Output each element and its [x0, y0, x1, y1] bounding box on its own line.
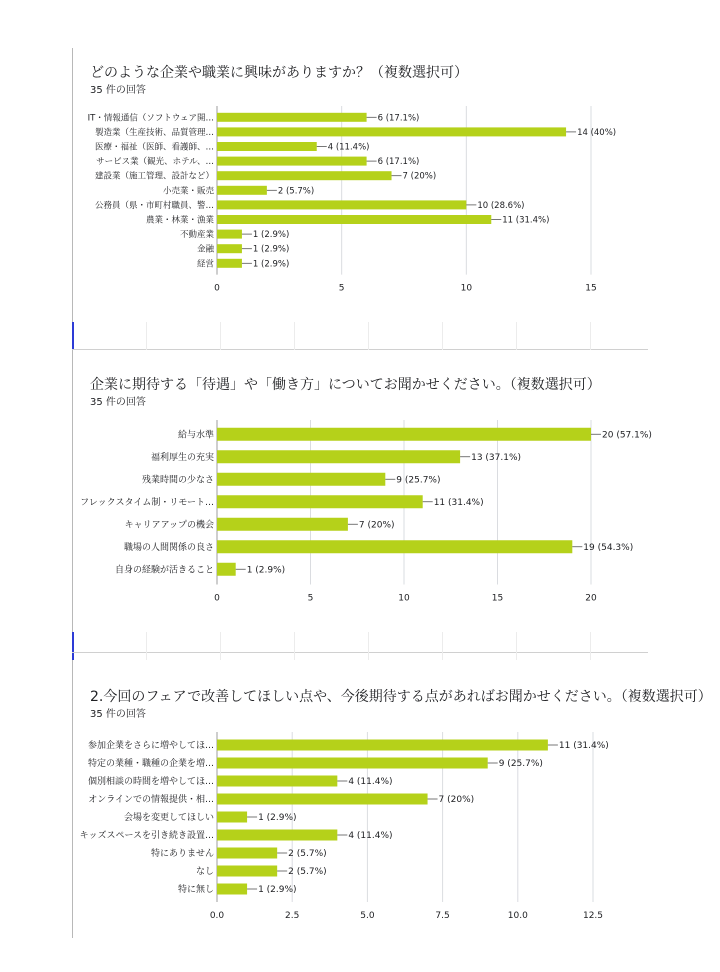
separator-marker	[72, 322, 74, 350]
data-label: 6 (17.1%)	[377, 113, 420, 124]
category-label: 特定の業種・職種の企業を増…	[87, 759, 214, 769]
data-label: 2 (5.7%)	[277, 186, 315, 197]
bar[interactable]	[217, 866, 277, 877]
bar[interactable]	[217, 884, 247, 895]
bar[interactable]	[217, 230, 242, 239]
bar-chart-improvements	[72, 732, 652, 972]
category-label: キャリアアップの機会	[124, 520, 214, 531]
data-label: 11 (31.4%)	[502, 215, 550, 226]
x-tick-label: 15	[585, 283, 597, 294]
bar[interactable]	[217, 758, 488, 769]
bar[interactable]	[217, 518, 348, 531]
bar[interactable]	[217, 812, 247, 823]
bar[interactable]	[217, 848, 277, 859]
data-label: 9 (25.7%)	[498, 759, 543, 769]
bar[interactable]	[217, 186, 267, 195]
question-title: 企業に期待する「待遇」や「働き方」についてお聞かせください。（複数選択可）	[90, 377, 601, 393]
category-label: 参加企業をさらに増やしてほ…	[87, 741, 214, 751]
data-label: 4 (11.4%)	[348, 831, 393, 841]
bar[interactable]	[217, 244, 242, 253]
bar[interactable]	[217, 540, 572, 553]
data-label: 1 (2.9%)	[258, 813, 297, 823]
data-label: 11 (31.4%)	[558, 741, 609, 751]
data-label: 2 (5.7%)	[288, 849, 327, 859]
bar[interactable]	[217, 142, 317, 151]
bar[interactable]	[217, 200, 466, 209]
bar[interactable]	[217, 157, 367, 166]
data-label: 7 (20%)	[358, 520, 395, 531]
bar[interactable]	[217, 171, 392, 180]
data-label: 6 (17.1%)	[377, 157, 420, 168]
data-label: 10 (28.6%)	[477, 200, 525, 211]
category-label: 農業・林業・漁業	[145, 215, 214, 226]
data-label: 13 (37.1%)	[471, 452, 522, 463]
data-label: 4 (11.4%)	[327, 142, 370, 153]
x-tick-label: 15	[491, 593, 504, 604]
data-label: 14 (40%)	[577, 127, 617, 138]
bar[interactable]	[217, 127, 566, 136]
category-label: 職場の人間関係の良さ	[123, 542, 214, 553]
category-label: 不動産業	[179, 230, 214, 241]
category-label: 特に無し	[177, 885, 214, 895]
category-label: 自身の経験が活きること	[114, 565, 214, 576]
x-tick-label: 0	[214, 593, 220, 604]
category-label: 特にありません	[150, 849, 214, 859]
x-tick-label: 5	[307, 593, 314, 604]
category-label: キッズスペースを引き続き設置…	[79, 831, 214, 841]
data-label: 1 (2.9%)	[246, 565, 286, 576]
x-tick-label: 0	[214, 283, 220, 294]
question-title: 2.今回のフェアで改善してほしい点や、今後期待する点があればお聞かせください。（複数選択可）	[90, 689, 712, 705]
bar[interactable]	[217, 495, 423, 508]
data-label: 4 (11.4%)	[348, 777, 393, 787]
bar[interactable]	[217, 215, 491, 224]
data-label: 20 (57.1%)	[602, 430, 652, 441]
category-label: なし	[195, 867, 214, 877]
bar[interactable]	[217, 830, 337, 841]
x-tick-label: 7.5	[435, 911, 450, 921]
category-label: サービス業（観光、ホテル、…	[96, 157, 214, 168]
x-tick-label: 0.0	[209, 911, 225, 921]
bar[interactable]	[217, 113, 367, 122]
question-title: どのような企業や職業に興味がありますか？（複数選択可）	[90, 65, 468, 81]
x-tick-label: 5.0	[360, 911, 375, 921]
x-tick-label: 12.5	[582, 911, 604, 921]
bar[interactable]	[217, 740, 548, 751]
category-label: 建設業（施工管理、設計など）	[94, 171, 214, 182]
bar[interactable]	[217, 428, 591, 441]
category-label: 会場を変更してほしい	[123, 813, 214, 823]
data-label: 9 (25.7%)	[396, 475, 441, 486]
category-label: 公務員（県・市町村職員、警…	[94, 200, 214, 211]
section-separator	[72, 632, 648, 660]
x-tick-label: 10	[460, 283, 473, 294]
category-label: 金融	[196, 244, 214, 255]
category-label: 残業時間の少なさ	[141, 475, 214, 486]
bar[interactable]	[217, 259, 242, 268]
bar[interactable]	[217, 776, 337, 787]
category-label: フレックスタイム制・リモート…	[80, 497, 214, 508]
response-count: 35 件の回答	[90, 397, 146, 408]
x-tick-label: 20	[585, 593, 597, 604]
bar[interactable]	[217, 794, 428, 805]
bar-chart-work-conditions	[72, 420, 652, 660]
category-label: 個別相談の時間を増やしてほ…	[87, 777, 214, 787]
category-label: オンラインでの情報提供・相…	[88, 795, 214, 805]
data-label: 7 (20%)	[438, 795, 475, 805]
response-count: 35 件の回答	[90, 709, 146, 720]
category-label: 経営	[196, 259, 214, 270]
bar[interactable]	[217, 450, 460, 463]
section-separator	[72, 322, 648, 350]
data-label: 2 (5.7%)	[288, 867, 327, 877]
data-label: 1 (2.9%)	[258, 885, 297, 895]
data-label: 7 (20%)	[402, 171, 437, 182]
category-label: 給与水準	[177, 430, 214, 441]
data-label: 19 (54.3%)	[583, 542, 634, 553]
data-label: 11 (31.4%)	[433, 497, 484, 508]
x-tick-label: 10	[398, 593, 410, 604]
data-label: 1 (2.9%)	[252, 259, 290, 270]
bar[interactable]	[217, 563, 236, 576]
response-count: 35 件の回答	[90, 85, 146, 96]
category-label: 製造業（生産技術、品質管理…	[94, 127, 214, 138]
data-label: 1 (2.9%)	[252, 244, 290, 255]
x-tick-label: 10.0	[507, 911, 528, 921]
bar-chart-interests	[72, 106, 652, 346]
category-label: IT・情報通信（ソフトウェア開…	[87, 113, 214, 124]
category-label: 福利厚生の充実	[150, 452, 214, 463]
x-tick-label: 2.5	[285, 911, 300, 921]
category-label: 医療・福祉（医師、看護師、…	[94, 142, 214, 153]
bar[interactable]	[217, 473, 385, 486]
x-tick-label: 5	[338, 283, 345, 294]
separator-marker	[72, 632, 74, 660]
category-label: 小売業・販売	[162, 186, 214, 197]
data-label: 1 (2.9%)	[252, 230, 290, 241]
